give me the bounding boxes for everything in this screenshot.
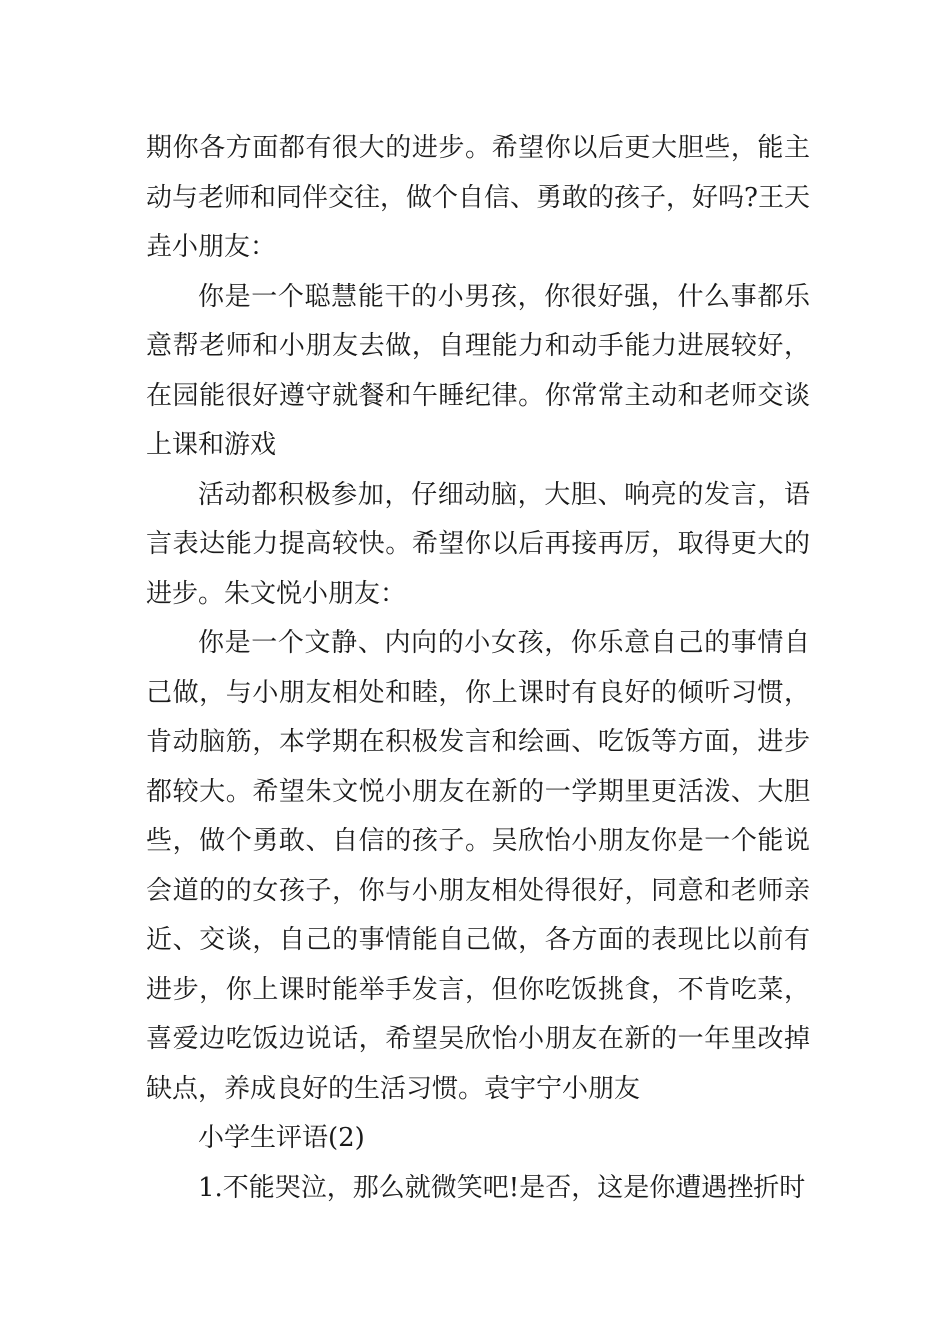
document-body [146, 124, 810, 1213]
paragraph-4: 你是一个文静、内向的小女孩，你乐意自己的事情自己做，与小朋友相处和睦，你上课时有良好的倾听习惯，肯动脑筋，本学期在积极发言和绘画、吃饭等方面，进步都较大。希望朱文悦小朋友在新的一学期里更活泼、大胆些，做个勇敢、自信的孩子。吴欣怡小朋友你是一个能说会道的的女孩子，你与小朋友相处得很好，同意和老师亲近、交谈，自己的事情能自己做，各方面的表现比以前有进步，你上课时能举手发言，但你吃饭挑食，不肯吃菜，喜爱边吃饭边说话，希望吴欣怡小朋友在新的一年里改掉缺点，养成良好的生活习惯。袁宇宁小朋友 [146, 628, 810, 1104]
paragraph-1: 期你各方面都有很大的进步。希望你以后更大胆些，能主动与老师和同伴交往，做个自信、勇敢的孩子，好吗?王天垚小朋友： [146, 133, 810, 262]
paragraph-3: 活动都积极参加，仔细动脑，大胆、响亮的发言，语言表达能力提高较快。希望你以后再接再厉，取得更大的进步。朱文悦小朋友： [146, 479, 810, 609]
paragraph-5: 1.不能哭泣，那么就微笑吧!是否，这是你遭遇挫折时 [198, 1172, 806, 1203]
paragraph-2: 你是一个聪慧能干的小男孩，你很好强，什么事都乐意帮老师和小朋友去做，自理能力和动手能力进展较好，在园能很好遵守就餐和午睡纪律。你常常主动和老师交谈上课和游戏 [146, 281, 810, 460]
section-heading: 小学生评语(2) [198, 1123, 365, 1153]
